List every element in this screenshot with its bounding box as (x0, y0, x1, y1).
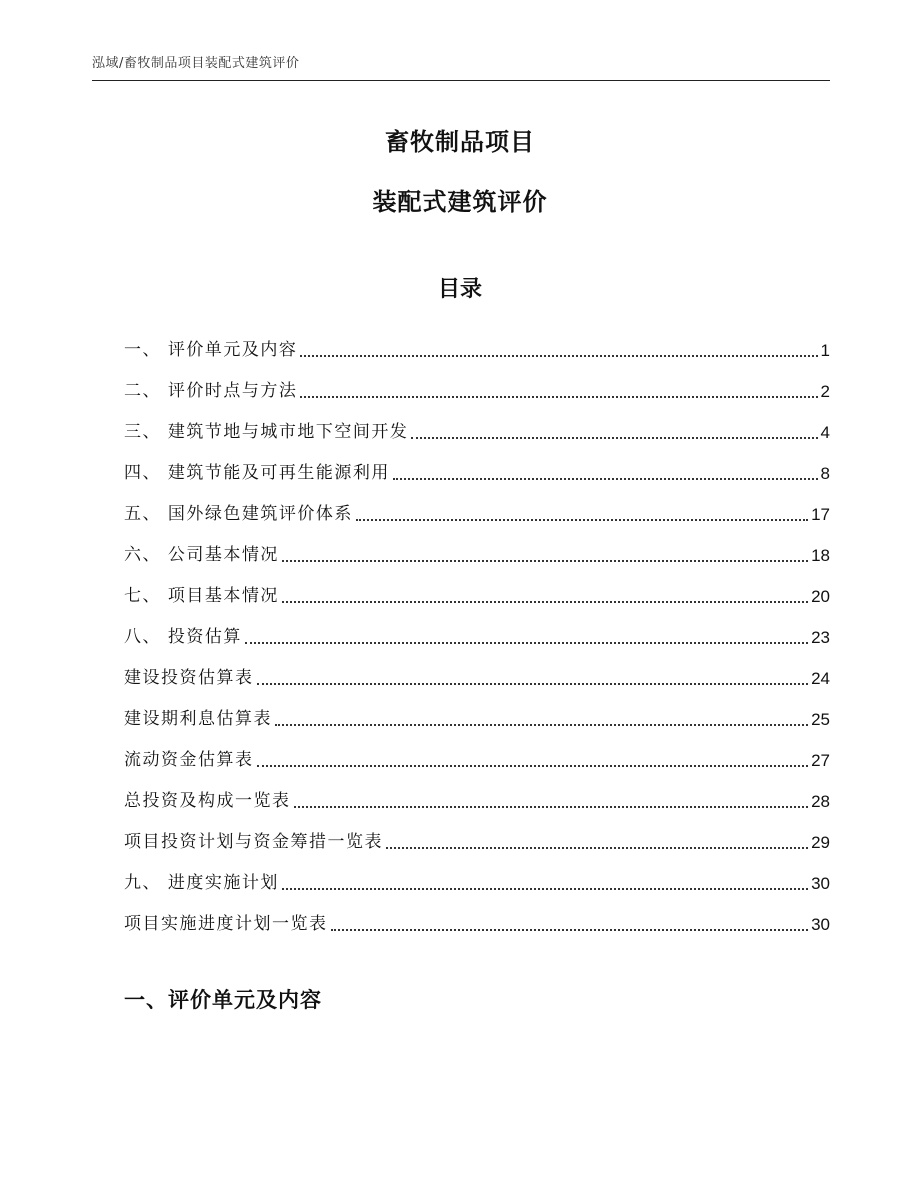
toc-entry[interactable] (124, 646, 830, 687)
toc-leader-dots (300, 354, 817, 357)
toc-leader-dots (282, 559, 808, 562)
toc-entry-page: 23 (811, 628, 830, 647)
toc-leader-dots (294, 805, 809, 808)
toc-entry-page: 20 (811, 587, 830, 606)
toc-leader-dots (356, 518, 808, 521)
toc-leader-dots (282, 600, 808, 603)
toc-entry-label: 项目实施进度计划一览表 (124, 914, 328, 934)
toc-entry-label: 项目投资计划与资金筹措一览表 (124, 832, 383, 852)
toc-leader-dots (257, 764, 809, 767)
toc-entry-page: 27 (811, 751, 830, 770)
toc-entry[interactable] (124, 359, 830, 400)
toc-leader-dots (300, 395, 817, 398)
toc-leader-dots (411, 436, 817, 439)
toc-entry-label: 总投资及构成一览表 (124, 791, 291, 811)
toc-entry-page: 29 (811, 833, 830, 852)
toc-entry-label: 二、 评价时点与方法 (124, 381, 298, 401)
toc-leader-dots (331, 928, 809, 931)
toc-entry[interactable] (124, 400, 830, 441)
toc-leader-dots (245, 641, 808, 644)
toc-entry-label: 一、 评价单元及内容 (124, 340, 298, 360)
toc-entry-page: 2 (820, 382, 830, 401)
toc-entry-label: 八、 投资估算 (124, 627, 242, 647)
toc-entry[interactable] (124, 892, 830, 933)
toc-entry-page: 4 (820, 423, 830, 442)
toc-entry-page: 30 (811, 874, 830, 893)
toc-entry[interactable] (124, 318, 830, 359)
toc-entry[interactable] (124, 769, 830, 810)
toc-entry-label: 六、 公司基本情况 (124, 545, 279, 565)
running-header: 泓域/畜牧制品项目装配式建筑评价 (92, 56, 300, 71)
toc-entry[interactable] (124, 728, 830, 769)
document-title-line-1: 畜牧制品项目 (385, 128, 535, 156)
toc-entry[interactable] (124, 810, 830, 851)
toc-entry[interactable] (124, 441, 830, 482)
toc-entry-page: 25 (811, 710, 830, 729)
toc-entry-page: 1 (820, 341, 830, 360)
toc-entry-page: 24 (811, 669, 830, 688)
table-of-contents (124, 318, 830, 933)
section-heading: 一、评价单元及内容 (124, 988, 322, 1012)
toc-leader-dots (275, 723, 808, 726)
toc-entry-label: 九、 进度实施计划 (124, 873, 279, 893)
toc-leader-dots (393, 477, 818, 480)
toc-entry-label: 五、 国外绿色建筑评价体系 (124, 504, 353, 524)
toc-entry[interactable] (124, 687, 830, 728)
toc-entry-page: 17 (811, 505, 830, 524)
toc-entry-page: 18 (811, 546, 830, 565)
toc-entry-label: 四、 建筑节能及可再生能源利用 (124, 463, 390, 483)
toc-leader-dots (257, 682, 809, 685)
toc-entry[interactable] (124, 605, 830, 646)
toc-entry[interactable] (124, 523, 830, 564)
toc-entry-page: 8 (820, 464, 830, 483)
toc-entry-label: 流动资金估算表 (124, 750, 254, 770)
toc-entry[interactable] (124, 564, 830, 605)
toc-entry[interactable] (124, 482, 830, 523)
toc-entry-label: 三、 建筑节地与城市地下空间开发 (124, 422, 409, 442)
toc-entry-page: 28 (811, 792, 830, 811)
toc-entry-label: 建设期利息估算表 (124, 709, 272, 729)
toc-heading: 目录 (437, 277, 482, 302)
toc-entry[interactable] (124, 851, 830, 892)
toc-entry-page: 30 (811, 915, 830, 934)
document-title-line-2: 装配式建筑评价 (372, 188, 548, 216)
header-divider (92, 80, 830, 81)
toc-entry-label: 七、 项目基本情况 (124, 586, 279, 606)
toc-leader-dots (282, 887, 808, 890)
toc-entry-label: 建设投资估算表 (124, 668, 254, 688)
toc-leader-dots (386, 846, 808, 849)
